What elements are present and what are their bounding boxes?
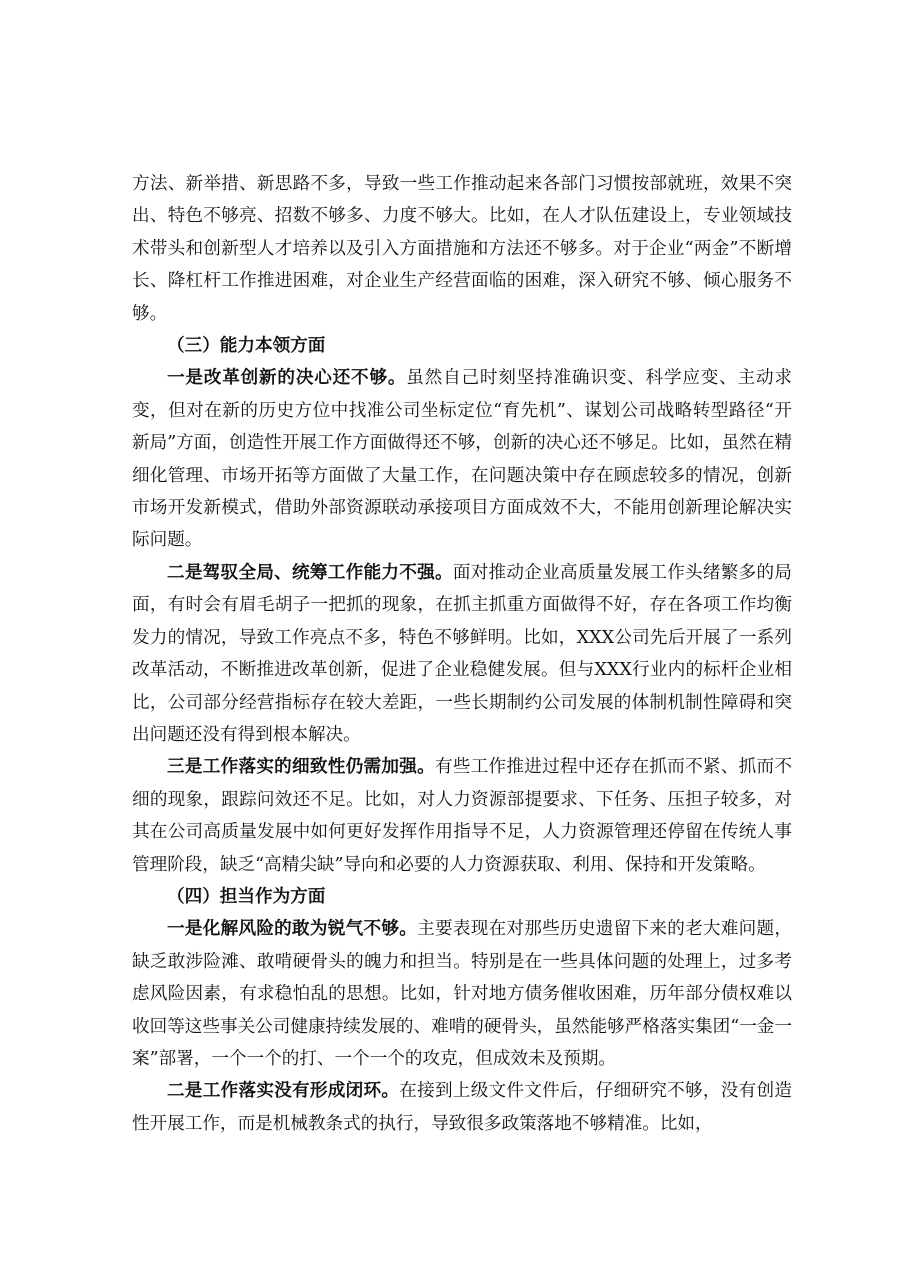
section-heading-responsibility: （四）担当作为方面 [167,885,326,907]
paragraph-lead: 二是驾驭全局、统筹工作能力不强。 [167,561,453,583]
paragraph-item [132,751,792,881]
paragraph-text: 虽然自己时刻坚持准确识变、科学应变、主动求变，但对在新的历史方位中找准公司坐标定位“育先机”、谋划公司战略转型路径“开新局”方面，创造性开展工作方面做得还不够，创新的决心还不够足。比如，虽然在精细化管理、市场开拓等方面做了大量工作，在问题决策中存在顾虑较多的情况，创新市场开发新模式，借助外部资源联动承接项目方面成效不大，不能用创新理论解决实际问题。 [132,368,792,551]
paragraph-text: 方法、新举措、新思路不多，导致一些工作推动起来各部门习惯按部就班，效果不突出、特色不够亮、招数不够多、力度不够大。比如，在人才队伍建设上，专业领域技术带头和创新型人才培养以及引入方面措施和方法还不够多。对于企业“两金”不断增长、降杠杆工作推进困难，对企业生产经营面临的困难，深入研究不够、倾心服务不够。 [132,174,792,324]
document-body [132,168,792,1140]
paragraph-text: 在接到上级文件文件后，仔细研究不够，没有创造性开展工作，而是机械教条式的执行，导致很多政策落地不够精准。比如， [132,1081,792,1134]
paragraph-lead: 一是化解风险的敢为锐气不够。 [167,918,418,940]
paragraph-lead: 三是工作落实的细致性仍需加强。 [167,756,435,778]
paragraph-item [132,1075,792,1140]
paragraph-text: 有些工作推进过程中还存在抓而不紧、抓而不细的现象，跟踪问效还不足。比如，对人力资源部提要求、下任务、压担子较多，对其在公司高质量发展中如何更好发挥作用指导不足，人力资源管理还停留在传统人事管理阶段，缺乏“高精尖缺”导向和必要的人力资源获取、利用、保持和开发策略。 [132,757,792,875]
paragraph-item [132,913,792,1075]
section-heading-ability: （三）能力本领方面 [167,335,326,357]
paragraph-text: 主要表现在对那些历史遗留下来的老大难问题，缺乏敢涉险滩、敢啃硬骨头的魄力和担当。特别是在一些具体问题的处理上，过多考虑风险因素，有求稳怕乱的思想。比如，针对地方债务催收困难，历年部分债权难以收回等这些事关公司健康持续发展的、难啃的硬骨头，虽然能够严格落实集团“一金一案”部署，一个一个的打、一个一个的攻克，但成效未及预期。 [132,919,792,1069]
paragraph-continued [132,168,792,330]
paragraph-lead: 一是改革创新的决心还不够。 [167,367,407,389]
paragraph-lead: 二是工作落实没有形成闭环。 [167,1080,400,1102]
paragraph-item [132,557,792,751]
paragraph-text: 面对推动企业高质量发展工作头绪繁多的局面，有时会有眉毛胡子一把抓的现象，在抓主抓重方面做得不好，存在各项工作均衡发力的情况，导致工作亮点不多，特色不够鲜明。比如，XXX公司先后开展了一系列改革活动，不断推进改革创新，促进了企业稳健发展。但与XXX行业内的标杆企业相比，公司部分经营指标存在较大差距，一些长期制约公司发展的体制机制性障碍和突出问题还没有得到根本解决。 [132,562,792,745]
paragraph-item [132,362,792,556]
